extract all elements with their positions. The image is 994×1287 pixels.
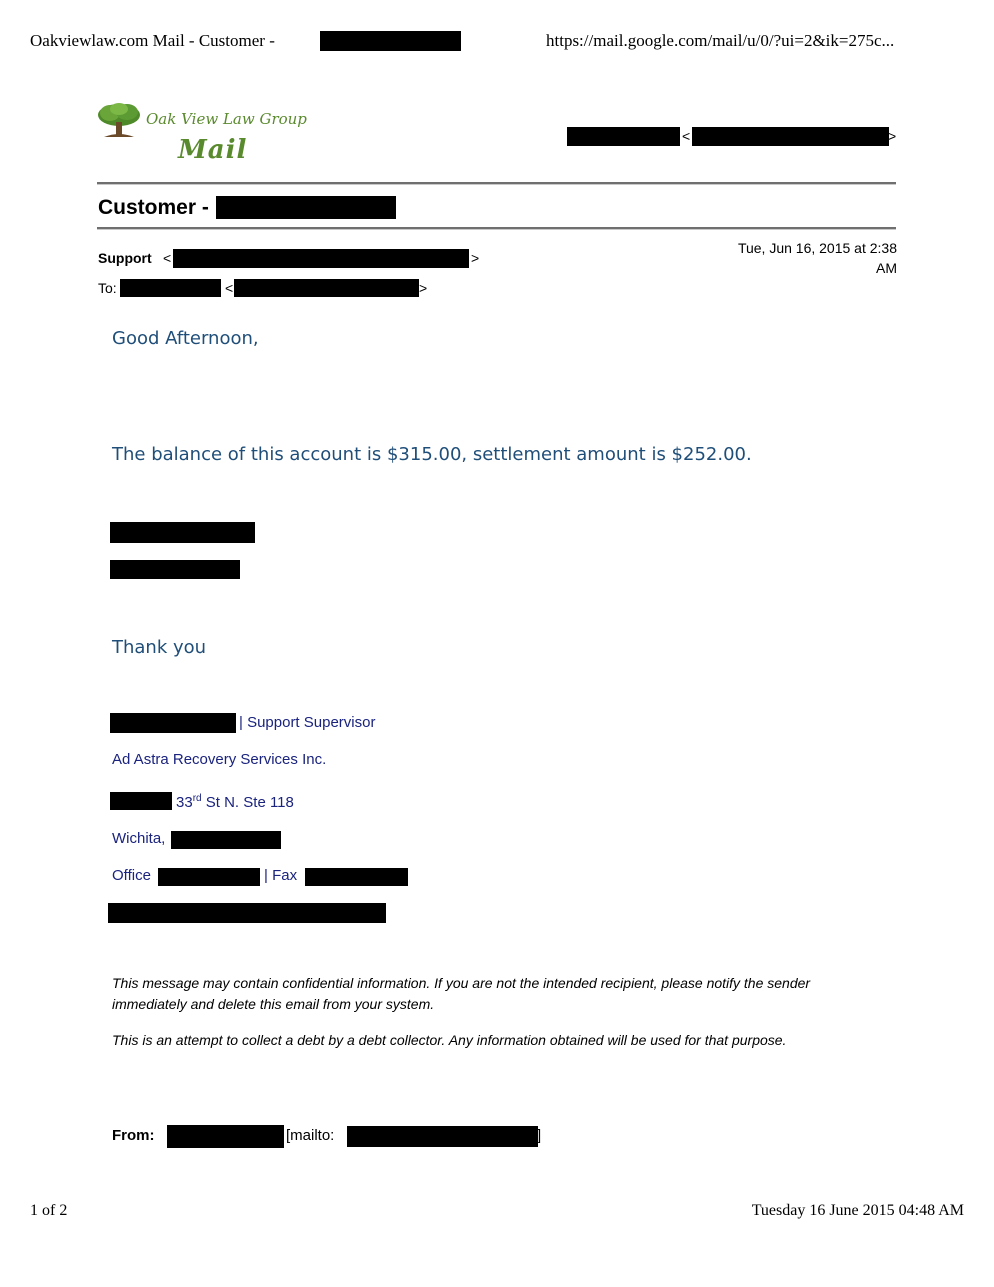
- page-number: 1 of 2: [30, 1202, 68, 1219]
- signature-company: Ad Astra Recovery Services Inc.: [112, 751, 327, 768]
- email-subject: Customer -: [98, 196, 209, 219]
- print-header-url: https://mail.google.com/mail/u/0/?ui=2&ik=275c...: [546, 31, 895, 50]
- redaction-block: [692, 127, 889, 146]
- redaction-block: [173, 249, 469, 268]
- confidentiality-disclaimer: This message may contain confidential information. If you are not the intended recipient, please notify the sender immediately and delete this email from your system.: [112, 975, 811, 1012]
- redaction-block: [171, 831, 281, 849]
- account-bracket-open: <: [682, 128, 691, 144]
- signature-street: [176, 793, 294, 811]
- street-suffix: rd: [192, 793, 202, 804]
- balance-statement: The balance of this account is $315.00, settlement amount is $252.00.: [112, 444, 752, 465]
- signature-city: Wichita,: [112, 830, 166, 847]
- tree-logo-icon: [96, 102, 142, 140]
- sender-bracket-close: >: [471, 250, 480, 266]
- printed-timestamp: Tuesday 16 June 2015 04:48 AM: [751, 1202, 964, 1219]
- street-rest: St N. Ste 118: [201, 794, 294, 811]
- redaction-block: [305, 868, 408, 886]
- signature-office-label: Office: [112, 867, 151, 884]
- debt-collector-disclaimer: This is an attempt to collect a debt by a debt collector. Any information obtained will be used for that purpose.: [112, 1032, 787, 1048]
- email-date: Tue, Jun 16, 2015 at 2:38: [737, 240, 897, 256]
- to-bracket-open: <: [225, 280, 234, 296]
- redaction-block: [234, 279, 419, 297]
- redaction-block: [110, 522, 255, 543]
- redaction-block: [320, 31, 461, 51]
- subject-divider: [97, 227, 896, 230]
- signature-fax-label: | Fax: [264, 867, 298, 884]
- greeting: Good Afternoon,: [112, 328, 259, 349]
- redaction-block: [120, 279, 221, 297]
- logo-firm-name: Oak View Law Group: [146, 110, 307, 128]
- quoted-from-label: From:: [112, 1127, 155, 1144]
- redaction-block: [110, 560, 240, 579]
- quoted-mailto-close: ]: [537, 1127, 542, 1144]
- to-bracket-close: >: [419, 280, 428, 296]
- sender-bracket-open: <: [163, 250, 172, 266]
- print-header-title: Oakviewlaw.com Mail - Customer -: [30, 31, 275, 50]
- signature-title: | Support Supervisor: [239, 714, 376, 731]
- thank-you: Thank you: [112, 637, 207, 658]
- logo-mail-text: Mail: [178, 135, 248, 165]
- redaction-block: [110, 713, 236, 733]
- redaction-block: [108, 903, 386, 923]
- redaction-block: [167, 1125, 284, 1148]
- header-divider: [97, 182, 896, 185]
- to-label: To:: [98, 280, 117, 296]
- redaction-block: [158, 868, 260, 886]
- redaction-block: [347, 1126, 538, 1147]
- redaction-block: [110, 792, 172, 810]
- email-date-ampm: AM: [876, 260, 897, 276]
- sender-name: Support: [98, 250, 152, 266]
- account-bracket-close: >: [888, 128, 897, 144]
- quoted-mailto-open: [mailto:: [286, 1127, 335, 1144]
- street-number: 33: [176, 794, 193, 811]
- redaction-block: [216, 196, 396, 219]
- redaction-block: [567, 127, 680, 146]
